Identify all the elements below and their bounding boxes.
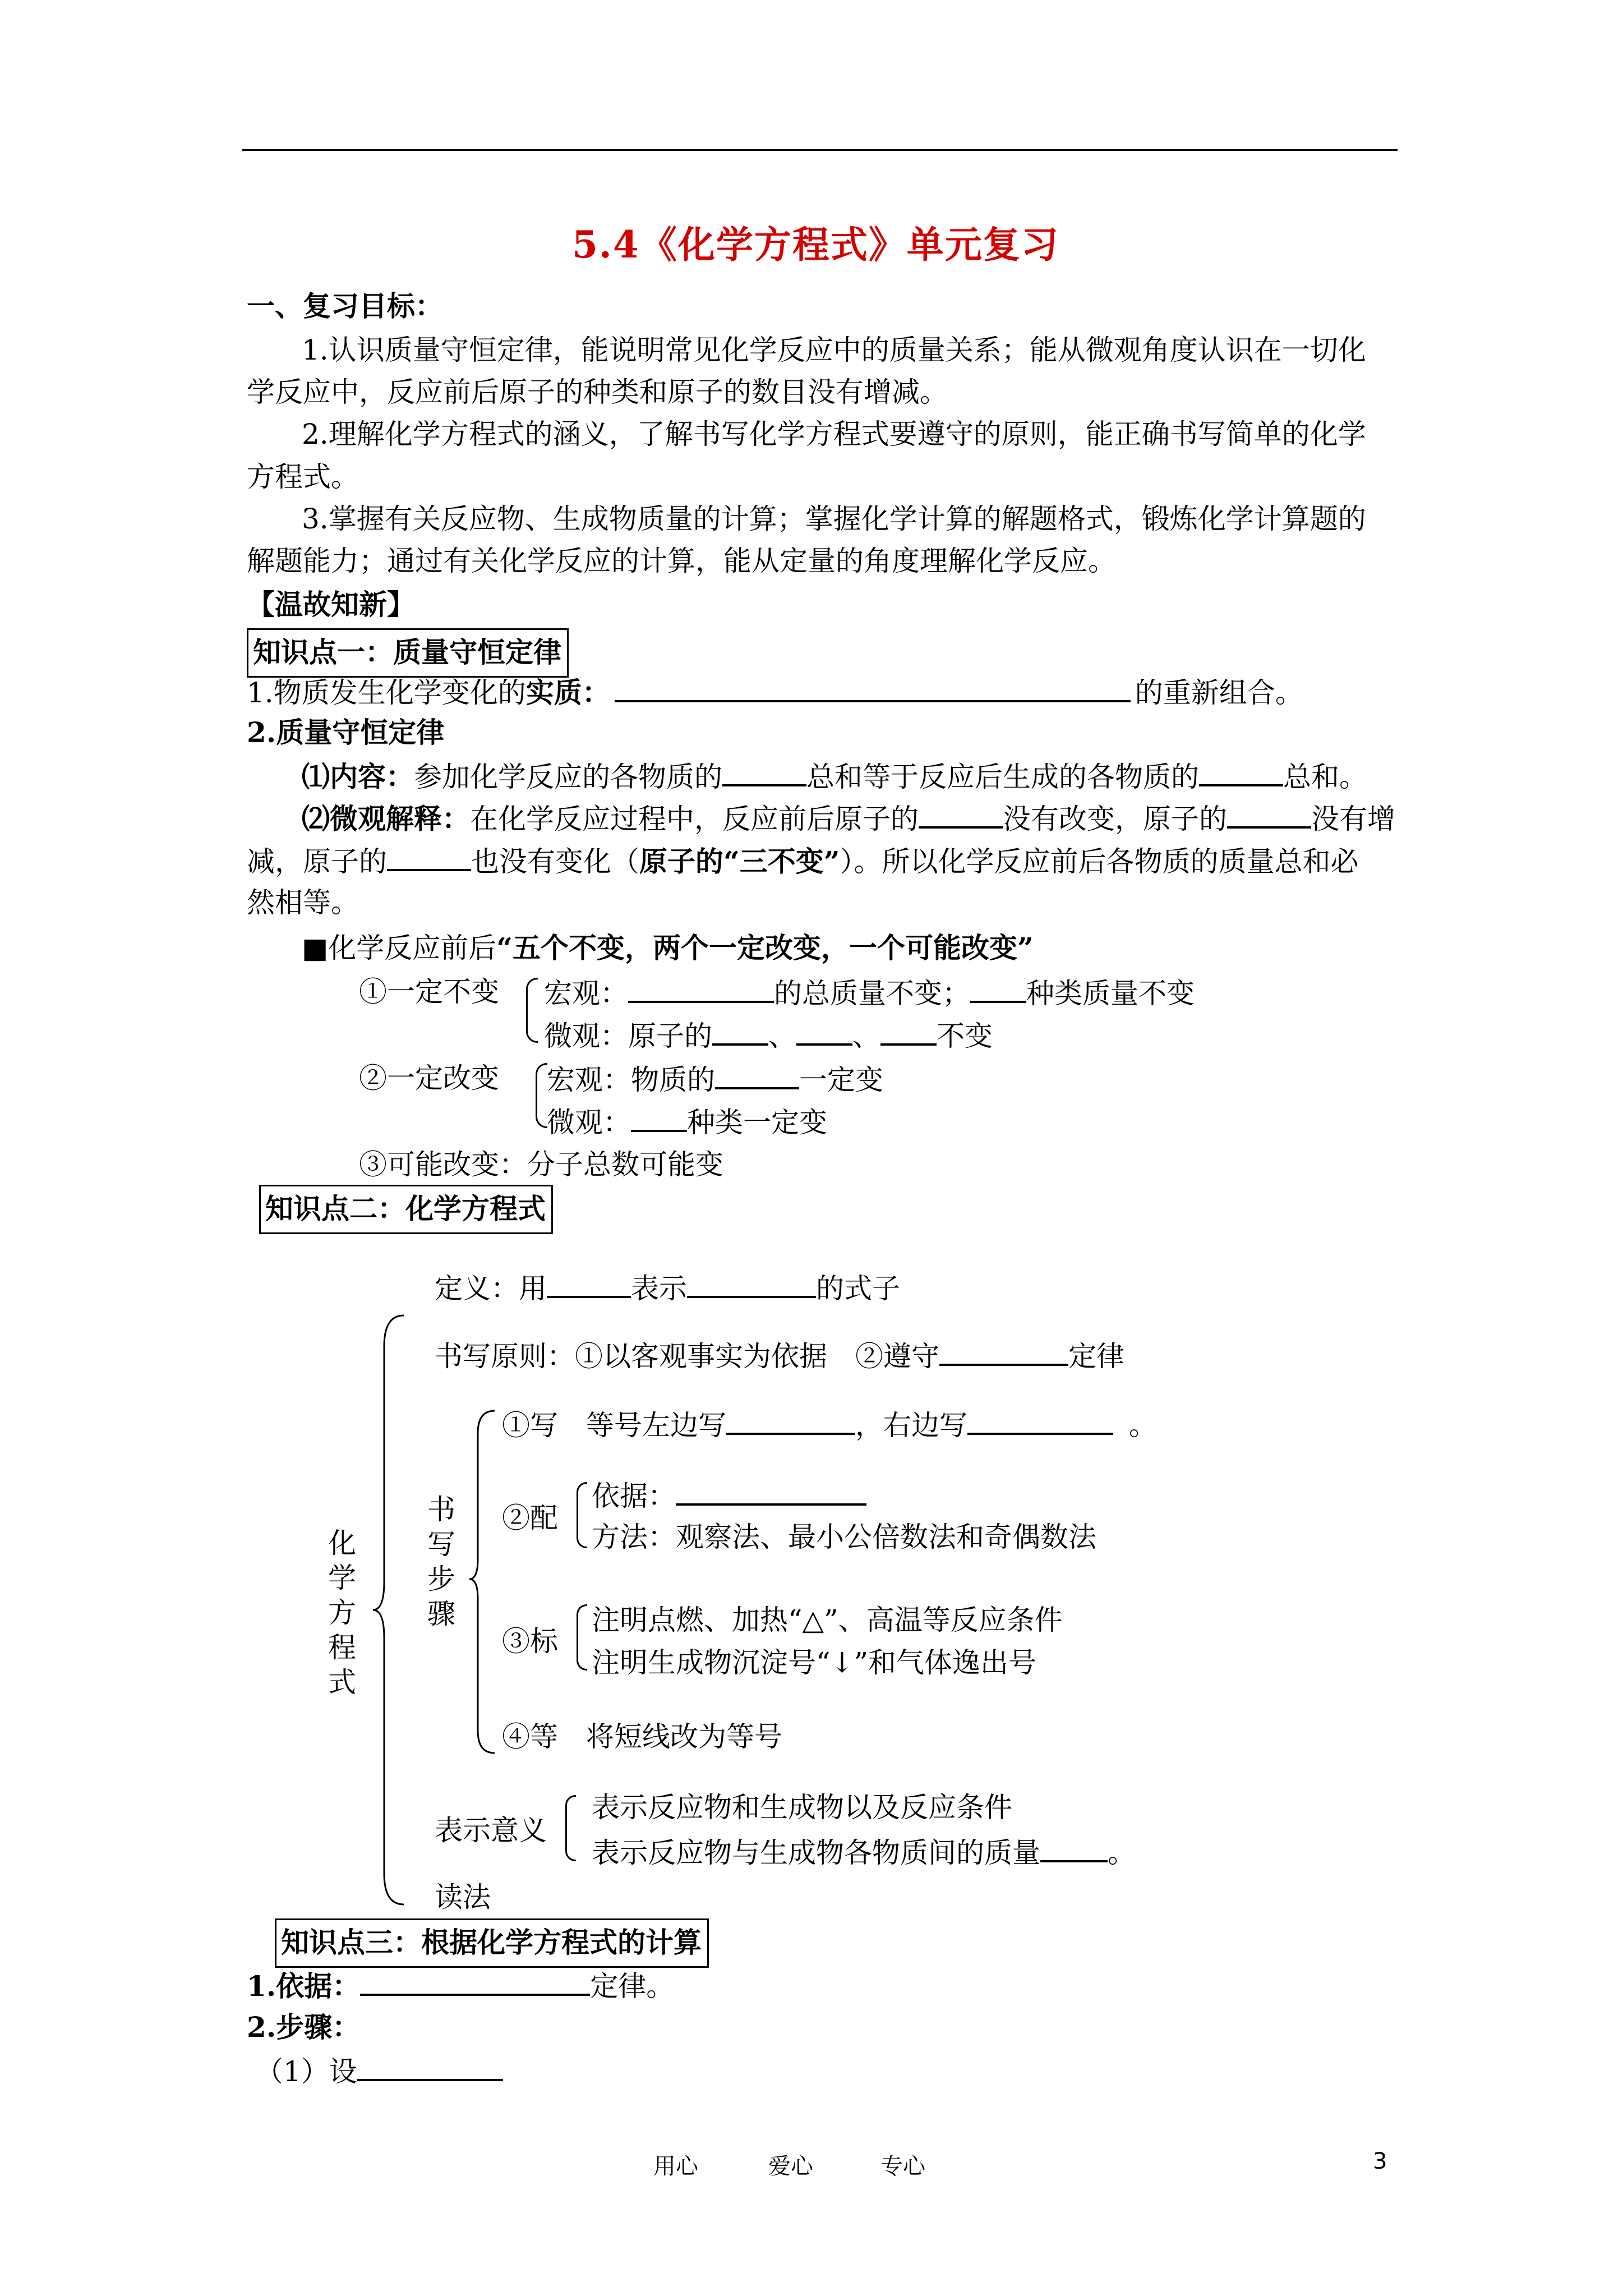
blank[interactable] bbox=[676, 1473, 866, 1506]
step2-basis: 依据： bbox=[592, 1480, 676, 1512]
blank[interactable] bbox=[615, 670, 1131, 702]
kp2-step1 bbox=[502, 1402, 1157, 1447]
macro-a: 宏观： bbox=[544, 977, 628, 1010]
blank[interactable] bbox=[547, 1266, 631, 1298]
kp2-definition bbox=[435, 1266, 900, 1310]
root-char: 式 bbox=[328, 1666, 356, 1699]
kp1-q2: 2.质量守恒定律 bbox=[247, 716, 445, 749]
blank[interactable] bbox=[631, 1099, 687, 1132]
blank[interactable] bbox=[1199, 754, 1283, 786]
step2-brace bbox=[577, 1482, 587, 1548]
step1-c: 。 bbox=[1129, 1409, 1157, 1442]
content-label: ⑴内容： bbox=[302, 760, 414, 793]
page-title: 5.4《化学方程式》单元复习 bbox=[572, 223, 1059, 266]
root-char: 程 bbox=[328, 1631, 356, 1664]
blank[interactable] bbox=[919, 796, 1003, 829]
kp2-principle bbox=[435, 1333, 1124, 1378]
def-c: 的式子 bbox=[816, 1272, 900, 1305]
maybe-changed: ③可能改变：分子总数可能变 bbox=[359, 1148, 723, 1181]
footer-motto-3: 专心 bbox=[880, 2154, 925, 2179]
kp1-micro bbox=[302, 796, 1395, 840]
micro-c: 没有增 bbox=[1311, 803, 1395, 835]
kp2-step3-line1: 注明点燃、加热“△”、高温等反应条件 bbox=[592, 1604, 1063, 1636]
changed-macro-b: 一定变 bbox=[799, 1064, 883, 1096]
blank[interactable] bbox=[796, 1013, 852, 1046]
kp1-heading: 知识点一：质量守恒定律 bbox=[247, 628, 569, 678]
footer-motto-1: 用心 bbox=[653, 2154, 698, 2179]
kp3-basis bbox=[247, 1963, 674, 2008]
step1-a: ①写 等号左边写 bbox=[502, 1409, 726, 1442]
objective-2-line-2: 方程式。 bbox=[247, 461, 359, 493]
objective-1-line-1: 1.认识质量守恒定律，能说明常见化学反应中的质量关系；能从微观角度认识在一切化 bbox=[302, 334, 1366, 366]
objective-2-line-1: 2.理解化学方程式的涵义，了解书写化学方程式要遵守的原则，能正确书写简单的化学 bbox=[302, 418, 1366, 450]
meaning-line2-a: 表示反应物与生成物各物质间的质量 bbox=[592, 1837, 1040, 1869]
summary-bold: “五个不变，两个一定改变，一个可能改变” bbox=[496, 931, 1034, 964]
header-rule bbox=[242, 149, 1398, 151]
changed-micro-b: 种类一定变 bbox=[687, 1106, 827, 1139]
unchanged-macro bbox=[544, 970, 1195, 1015]
unchanged-micro bbox=[544, 1013, 993, 1057]
blank[interactable] bbox=[715, 1057, 799, 1089]
kp1-q1-prefix: 1.物质发生化学变化的 bbox=[247, 677, 526, 709]
micro-line-sep2: 、 bbox=[852, 1020, 880, 1052]
steps-char: 书 bbox=[427, 1493, 455, 1526]
footer-motto-2: 爱心 bbox=[768, 2154, 813, 2179]
kp1-q1-bold: 实质： bbox=[525, 676, 610, 709]
micro-a: 在化学反应过程中，反应前后原子的 bbox=[470, 803, 919, 835]
micro-line-b: 不变 bbox=[937, 1020, 993, 1052]
kp3-heading: 知识点三：根据化学方程式的计算 bbox=[275, 1918, 709, 1968]
changed-micro-a: 微观： bbox=[547, 1106, 631, 1139]
blank[interactable] bbox=[722, 754, 806, 786]
blank[interactable] bbox=[360, 1963, 590, 1996]
blank[interactable] bbox=[712, 1013, 768, 1046]
kp3-steps: 2.步骤： bbox=[247, 2010, 361, 2044]
macro-b: 的总质量不变； bbox=[774, 977, 970, 1010]
root-char: 方 bbox=[328, 1596, 356, 1629]
kp2-main-brace bbox=[370, 1313, 409, 1907]
page-number: 3 bbox=[1373, 2148, 1387, 2174]
root-char: 学 bbox=[328, 1562, 356, 1594]
kp2-step3-label: ③标 bbox=[502, 1625, 558, 1658]
micro-b: 没有改变，原子的 bbox=[1003, 803, 1227, 835]
blank[interactable] bbox=[628, 970, 774, 1003]
content-b: 总和等于反应后生成的各物质的 bbox=[806, 761, 1199, 793]
content-c: 总和。 bbox=[1283, 761, 1367, 793]
root-char: 化 bbox=[328, 1527, 356, 1559]
step1-b: ，右边写 bbox=[855, 1409, 967, 1442]
changed-label: ②一定改变 bbox=[359, 1062, 499, 1094]
def-a: 定义：用 bbox=[435, 1272, 547, 1305]
steps-char: 写 bbox=[427, 1528, 455, 1561]
kp3-basis-suffix: 定律。 bbox=[590, 1970, 675, 2003]
blank[interactable] bbox=[387, 839, 471, 871]
blank[interactable] bbox=[939, 1333, 1068, 1366]
steps-char: 步 bbox=[427, 1563, 455, 1595]
review-heading: 【温故知新】 bbox=[247, 588, 415, 621]
changed-micro bbox=[547, 1099, 827, 1144]
changed-brace bbox=[536, 1063, 547, 1128]
blank[interactable] bbox=[880, 1013, 937, 1046]
unchanged-brace bbox=[526, 978, 538, 1043]
micro2-c: ）。所以化学反应前后各物质的质量总和必 bbox=[840, 845, 1359, 878]
kp2-root-label bbox=[325, 1526, 359, 1700]
blank[interactable] bbox=[1040, 1830, 1108, 1862]
meaning-brace bbox=[565, 1795, 576, 1861]
blank[interactable] bbox=[357, 2049, 503, 2081]
principle-a: 书写原则：①以客观事实为依据 ②遵守 bbox=[435, 1340, 939, 1373]
def-b: 表示 bbox=[631, 1272, 687, 1305]
meaning-line2-b: 。 bbox=[1108, 1837, 1136, 1869]
objective-3-line-1: 3.掌握有关反应物、生成物质量的计算；掌握化学计算的解题格式，锻炼化学计算题的 bbox=[302, 503, 1366, 535]
micro-line-a: 微观：原子的 bbox=[544, 1020, 712, 1052]
objectives-heading: 一、复习目标： bbox=[247, 289, 443, 323]
changed-macro bbox=[547, 1057, 883, 1101]
blank[interactable] bbox=[1227, 796, 1311, 829]
kp2-step4: ④等 将短线改为等号 bbox=[502, 1720, 782, 1753]
micro-line-sep1: 、 bbox=[768, 1020, 796, 1052]
kp3-basis-label: 1.依据： bbox=[247, 1970, 361, 2003]
kp1-q1 bbox=[247, 670, 1303, 714]
kp1-micro-3: 然相等。 bbox=[247, 886, 359, 919]
kp2-step2-label: ②配 bbox=[502, 1502, 558, 1534]
kp2-meaning-label: 表示意义 bbox=[435, 1814, 547, 1847]
blank[interactable] bbox=[687, 1266, 816, 1298]
kp3-step1 bbox=[255, 2049, 503, 2093]
kp1-summary bbox=[302, 927, 1034, 969]
kp2-reading: 读法 bbox=[435, 1881, 491, 1913]
kp2-step3-line2: 注明生成物沉淀号“↓”和气体逸出号 bbox=[592, 1646, 1037, 1679]
micro-label: ⑵微观解释： bbox=[302, 802, 470, 835]
kp1-q1-suffix: 的重新组合。 bbox=[1135, 677, 1303, 709]
kp2-steps-brace bbox=[467, 1408, 500, 1756]
kp2-step2-basis bbox=[592, 1473, 866, 1517]
objective-1-line-2: 学反应中，反应前后原子的种类和原子的数目没有增减。 bbox=[247, 376, 948, 408]
blank[interactable] bbox=[967, 1402, 1113, 1435]
summary-prefix: ■化学反应前后 bbox=[302, 932, 497, 964]
kp2-steps-label bbox=[425, 1492, 458, 1631]
micro2-a: 减，原子的 bbox=[247, 845, 387, 878]
kp2-step2-method: 方法：观察法、最小公倍数法和奇偶数法 bbox=[592, 1521, 1096, 1553]
steps-char: 骤 bbox=[427, 1598, 455, 1630]
step3-brace bbox=[577, 1604, 587, 1671]
objective-3-line-2: 解题能力；通过有关化学反应的计算，能从定量的角度理解化学反应。 bbox=[247, 545, 1116, 577]
kp2-meaning-line2 bbox=[592, 1830, 1136, 1874]
kp1-content bbox=[302, 754, 1367, 798]
kp2-heading: 知识点二：化学方程式 bbox=[259, 1185, 553, 1234]
principle-b: 定律 bbox=[1068, 1340, 1124, 1373]
macro-c: 种类质量不变 bbox=[1026, 977, 1195, 1010]
blank[interactable] bbox=[970, 970, 1026, 1003]
micro2-bold: 原子的“三不变” bbox=[639, 845, 840, 878]
micro2-b: 也没有变化（ bbox=[471, 845, 639, 878]
kp3-step1-label: （1）设 bbox=[255, 2055, 357, 2088]
kp1-micro-2 bbox=[247, 839, 1359, 883]
changed-macro-a: 宏观：物质的 bbox=[547, 1064, 715, 1096]
kp2-meaning-line1: 表示反应物和生成物以及反应条件 bbox=[592, 1791, 1012, 1824]
blank[interactable] bbox=[726, 1402, 855, 1435]
unchanged-label: ①一定不变 bbox=[359, 976, 499, 1008]
content-a: 参加化学反应的各物质的 bbox=[414, 761, 722, 793]
